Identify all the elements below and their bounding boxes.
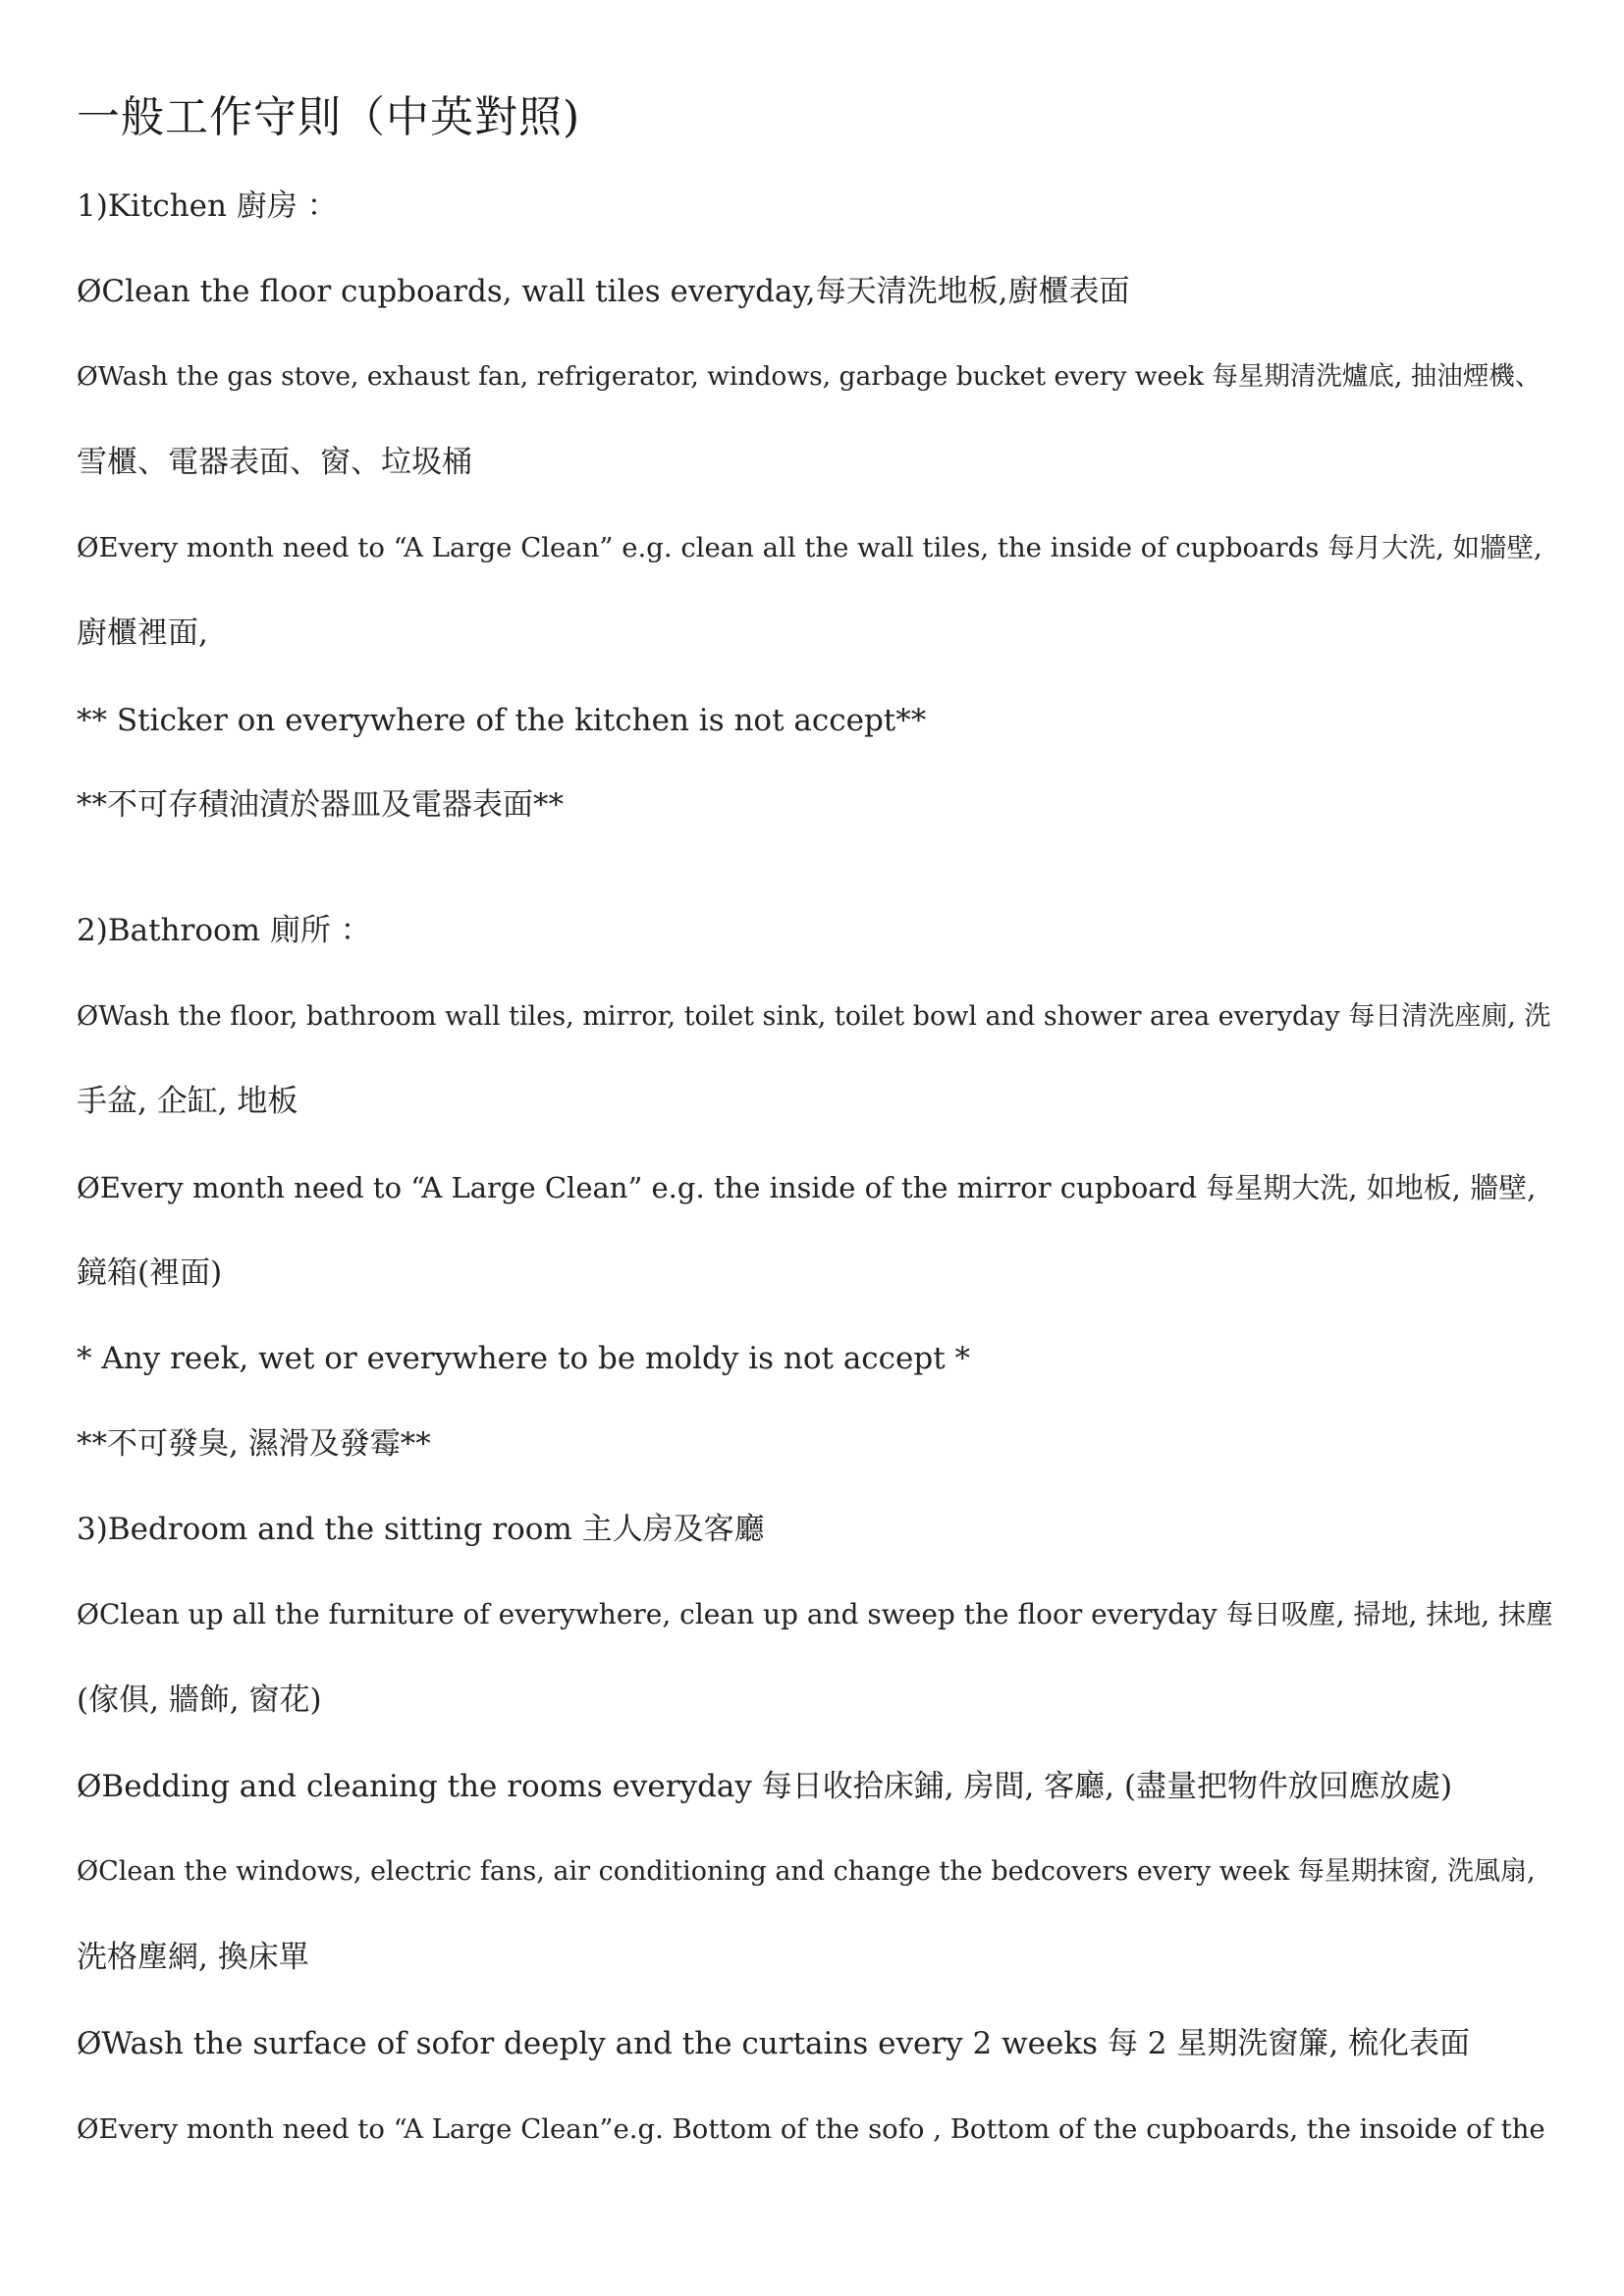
- bathroom-item-2-cont: 鏡箱(裡面): [77, 1255, 223, 1291]
- bathroom-note-zh: **不可發臭, 濕滑及發霉**: [77, 1426, 431, 1462]
- kitchen-item-2: ØWash the gas stove, exhaust fan, refrigerator, windows, garbage bucket every week 每星期清洗爐底, 抽油煙機、: [77, 361, 1542, 392]
- bedroom-item-5: ØEvery month need to “A Large Clean”e.g. Bottom of the sofo , Bottom of the cupboards, the insoide of the: [77, 2113, 1545, 2145]
- bedroom-item-1: ØClean up all the furniture of everywhere, clean up and sweep the floor everyday 每日吸塵, 掃地, 抹地, 抹塵: [77, 1598, 1554, 1630]
- bathroom-heading: 2)Bathroom 廁所 ：: [77, 913, 371, 948]
- kitchen-note-en: ** Sticker on everywhere of the kitchen is not accept**: [77, 703, 927, 738]
- bathroom-note-en: * Any reek, wet or everywhere to be moldy is not accept *: [77, 1341, 971, 1376]
- bathroom-item-2: ØEvery month need to “A Large Clean” e.g. the inside of the mirror cupboard 每星期大洗, 如地板, 牆壁,: [77, 1171, 1537, 1204]
- kitchen-item-3-cont: 廚櫃裡面,: [77, 615, 208, 651]
- bedroom-item-3: ØClean the windows, electric fans, air conditioning and change the bedcovers every week 每星期抹窗, 洗風扇,: [77, 1856, 1536, 1887]
- kitchen-heading: 1)Kitchen 廚房 ：: [77, 188, 338, 224]
- document-title: 一般工作守則（中英對照): [77, 92, 581, 142]
- bedroom-item-1-cont: (傢俱, 牆飾, 窗花): [77, 1682, 322, 1718]
- kitchen-item-3: ØEvery month need to “A Large Clean” e.g. clean all the wall tiles, the inside of cupboards 每月大洗, 如牆壁,: [77, 532, 1543, 563]
- bedroom-item-4: ØWash the surface of sofor deeply and the curtains every 2 weeks 每 2 星期洗窗簾, 梳化表面: [77, 2026, 1471, 2061]
- bedroom-item-3-cont: 洗格塵網, 換床單: [77, 1940, 309, 1975]
- kitchen-note-zh: **不可存積油漬於器皿及電器表面**: [77, 787, 564, 823]
- bedroom-heading: 3)Bedroom and the sitting room 主人房及客廳: [77, 1512, 765, 1547]
- bathroom-item-1: ØWash the floor, bathroom wall tiles, mirror, toilet sink, toilet bowl and shower area everyday 每日清洗座廁, 洗: [77, 1001, 1551, 1032]
- kitchen-item-1: ØClean the floor cupboards, wall tiles everyday,每天清洗地板,廚櫃表面: [77, 274, 1130, 309]
- bathroom-item-1-cont: 手盆, 企缸, 地板: [77, 1084, 298, 1119]
- kitchen-item-2-cont: 雪櫃、電器表面、窗、垃圾桶: [77, 445, 472, 480]
- bedroom-item-2: ØBedding and cleaning the rooms everyday 每日收拾床鋪, 房間, 客廳, (盡量把物件放回應放處): [77, 1769, 1453, 1804]
